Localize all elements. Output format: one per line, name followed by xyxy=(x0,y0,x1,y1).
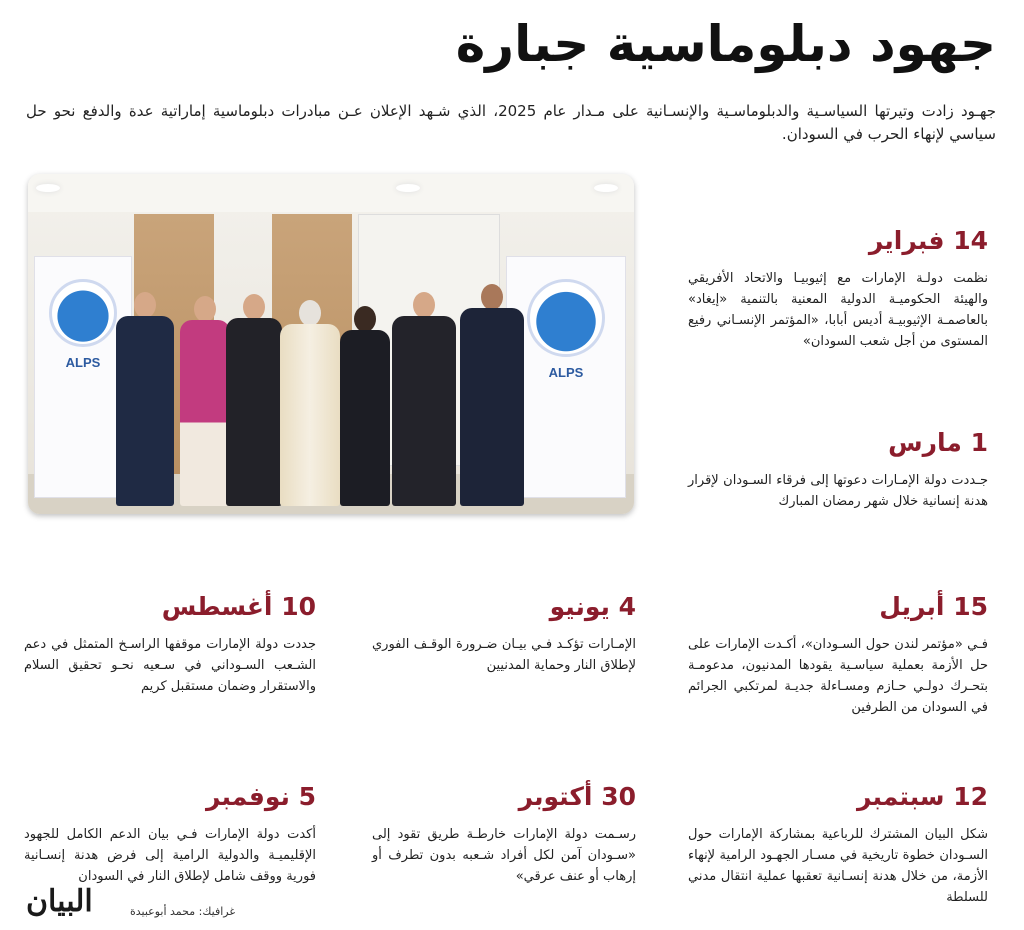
event-date: 12 سبتمبر xyxy=(856,782,988,811)
ceiling-light xyxy=(36,184,60,192)
page-title: جهود دبلوماسية جبارة xyxy=(455,15,996,73)
event-date: 14 فبراير xyxy=(868,226,988,255)
banner-label: ALPS xyxy=(548,365,584,380)
event-description: نظمت دولـة الإمارات مع إثيوبيـا والاتحاد الأفريقي والهيئة الحكوميـة الدولية المعنية بالتنمية «إيغاد» بالعاصمـة الإثيوبيـة أديس أبابا، «المؤتمر الإنسـاني رفيع المستوى من أجل شعب السودان» xyxy=(688,271,988,350)
albayan-logo: البيان xyxy=(26,884,93,919)
event-description: رسـمت دولة الإمارات خارطـة طريق تقود إلى «سـودان آمن لكل أفراد شـعبه بدون تطرف أو إرهاب أو عنف عرقي» xyxy=(372,827,636,885)
alps-dove-logo xyxy=(49,279,117,347)
event-description: فـي «مؤتمر لندن حول السـودان»، أكـدت الإمارات على حل الأزمة بعملية سياسـية يقودها المدنيون، مدعومـة بتحـرك دولـي حـازم ومسـاءلة جديـة لمرتكبي الجرائم في السودان من الطرفين xyxy=(688,637,988,716)
alps-banner xyxy=(506,256,626,498)
event-date: 10 أغسطس xyxy=(161,592,316,621)
person xyxy=(116,292,174,506)
alps-dove-logo xyxy=(527,279,605,357)
person xyxy=(392,292,456,506)
group-photo xyxy=(28,174,634,514)
event-date: 4 يونيو xyxy=(549,592,636,621)
person xyxy=(226,294,282,506)
photo-ceiling xyxy=(28,174,634,212)
person xyxy=(180,296,230,506)
graphic-credit: غرافيك: محمد أبوعبيدة xyxy=(130,905,236,918)
event-description: جددت دولة الإمارات موقفها الراسـخ المتمثل في دعم الشـعب السـوداني في سـعيه نحـو تحقيق السلام والاستقرار وضمان مستقبل كريم xyxy=(24,637,316,695)
event-date: 15 أبريل xyxy=(879,592,988,621)
ceiling-light xyxy=(396,184,420,192)
event-date: 30 أكتوبر xyxy=(518,782,636,811)
person xyxy=(460,284,524,506)
event-description: شكل البيان المشترك للرباعية بمشاركة الإمارات حول السـودان خطوة تاريخية في مسـار الجهـود الرامية لإنهاء الأزمة، من خلال هدنة إنسـانية تعقبها عملية انتقال مدني للسلطة xyxy=(688,827,988,906)
person xyxy=(340,306,390,506)
event-date: 5 نوفمبر xyxy=(205,782,316,811)
event-date: 1 مارس xyxy=(888,428,988,457)
event-description: الإمـارات تؤكـد فـي بيـان ضـرورة الوقـف الفوري لإطلاق النار وحماية المدنيين xyxy=(372,637,636,674)
event-description: أكدت دولة الإمارات فـي بيان الدعم الكامل للجهود الإقليميـة والدولية الرامية إلى فرض هدنة إنسـانية فورية ووقف شامل لإطلاق النار في السودان xyxy=(24,827,316,885)
person xyxy=(280,300,340,506)
banner-label: ALPS xyxy=(65,355,101,370)
intro-paragraph: جهـود زادت وتيرتها السياسـية والدبلوماسـية والإنسـانية على مـدار عام 2025، الذي شـهد الإعلان عـن مبادرات دبلوماسية إماراتية عدة والدفع نحو حل سياسي لإنهاء الحرب في السودان. xyxy=(26,102,997,144)
ceiling-light xyxy=(594,184,618,192)
event-description: جـددت دولة الإمـارات دعوتها إلى فرقاء السـودان لإقرار هدنة إنسانية خلال شهر رمضان المبارك xyxy=(688,473,988,510)
